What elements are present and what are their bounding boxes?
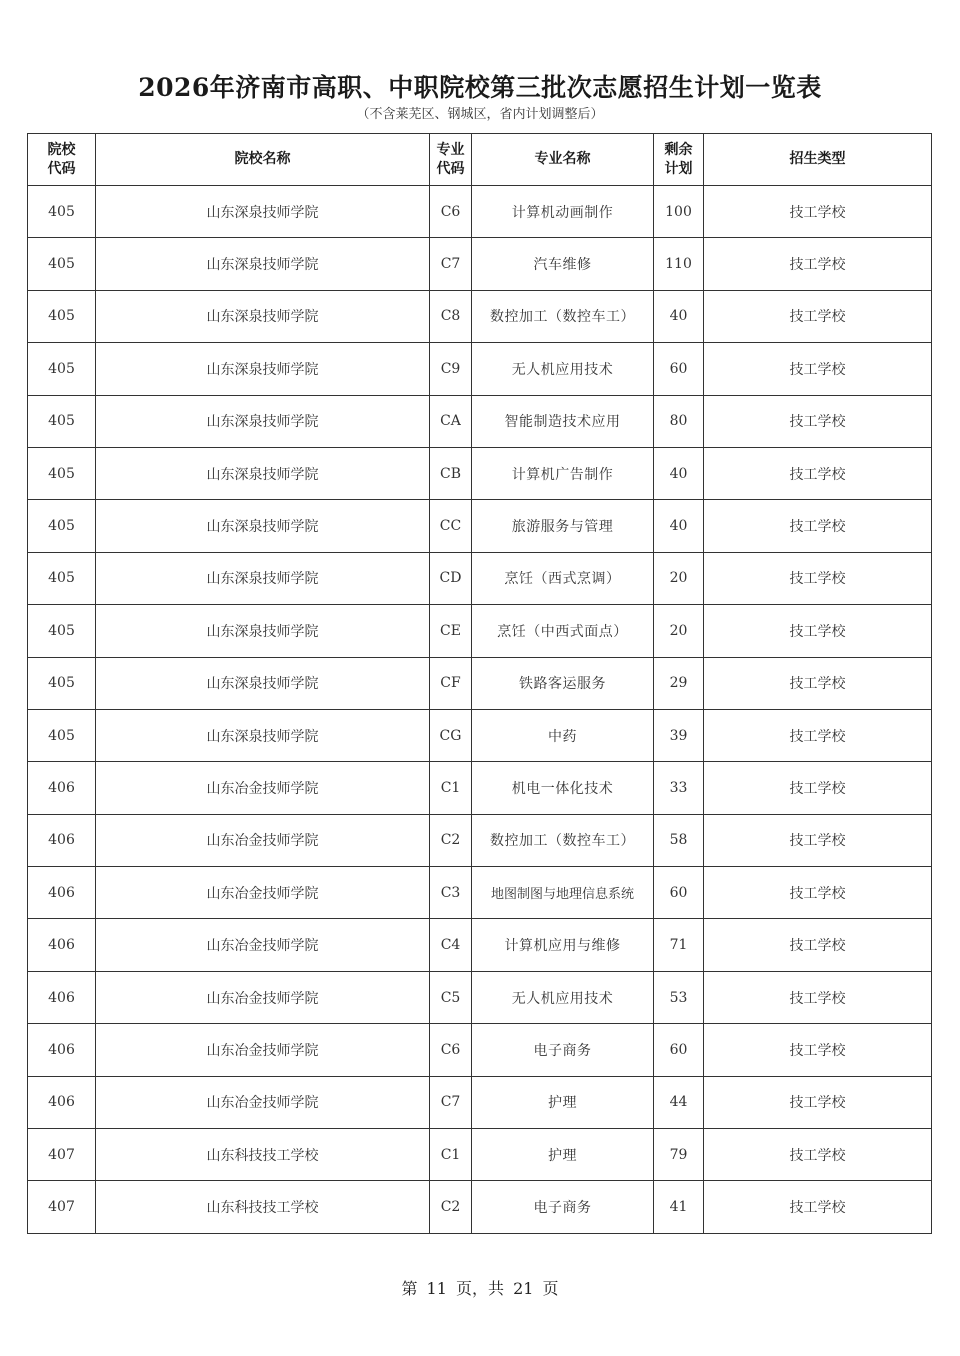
page-number-footer: 第 11 页，共 21 页	[401, 1279, 559, 1298]
cell-major-name: 无人机应用技术	[472, 971, 654, 1023]
table-row	[28, 657, 932, 709]
table-row	[28, 500, 932, 552]
cell-remaining: 58	[654, 814, 704, 866]
cell-school-name: 山东冶金技师学院	[96, 814, 430, 866]
cell-type: 技工学校	[704, 762, 932, 814]
cell-major-code: CD	[430, 552, 472, 604]
table-row	[28, 814, 932, 866]
table-row	[28, 447, 932, 499]
cell-major-name: 计算机应用与维修	[472, 919, 654, 971]
cell-school-name: 山东冶金技师学院	[96, 867, 430, 919]
table-row	[28, 1129, 932, 1181]
cell-type: 技工学校	[704, 971, 932, 1023]
header-major-name: 专业名称	[472, 134, 654, 186]
cell-major-code: C4	[430, 919, 472, 971]
cell-major-code: C3	[430, 867, 472, 919]
cell-major-name: 地图制图与地理信息系统	[472, 867, 654, 919]
cell-school-name: 山东冶金技师学院	[96, 919, 430, 971]
cell-major-code: C1	[430, 762, 472, 814]
table-row	[28, 552, 932, 604]
cell-school-code: 407	[28, 1129, 96, 1181]
cell-school-code: 406	[28, 867, 96, 919]
cell-remaining: 60	[654, 867, 704, 919]
cell-school-code: 405	[28, 343, 96, 395]
cell-remaining: 29	[654, 657, 704, 709]
cell-type: 技工学校	[704, 395, 932, 447]
cell-type: 技工学校	[704, 290, 932, 342]
cell-remaining: 40	[654, 500, 704, 552]
cell-type: 技工学校	[704, 500, 932, 552]
cell-school-name: 山东冶金技师学院	[96, 971, 430, 1023]
cell-major-name: 数控加工（数控车工）	[472, 290, 654, 342]
table-header-row	[28, 134, 932, 186]
cell-school-code: 405	[28, 709, 96, 761]
cell-school-name: 山东深泉技师学院	[96, 657, 430, 709]
header-major-code-line1: 专业	[436, 141, 465, 158]
cell-school-code: 405	[28, 395, 96, 447]
cell-type: 技工学校	[704, 919, 932, 971]
cell-school-code: 405	[28, 447, 96, 499]
cell-major-code: CG	[430, 709, 472, 761]
table-row	[28, 762, 932, 814]
document-title: 2026年济南市高职、中职院校第三批次志愿招生计划一览表	[138, 73, 822, 102]
cell-major-name: 计算机广告制作	[472, 447, 654, 499]
cell-school-code: 405	[28, 605, 96, 657]
cell-type: 技工学校	[704, 1024, 932, 1076]
document-subtitle: （不含莱芜区、钢城区，省内计划调整后）	[356, 107, 604, 122]
cell-type: 技工学校	[704, 343, 932, 395]
cell-type: 技工学校	[704, 1181, 932, 1233]
cell-school-code: 405	[28, 552, 96, 604]
header-remaining-plan-line2: 计划	[664, 160, 693, 177]
header-enroll-type: 招生类型	[704, 134, 932, 186]
cell-major-code: C5	[430, 971, 472, 1023]
cell-type: 技工学校	[704, 186, 932, 238]
cell-major-name: 汽车维修	[472, 238, 654, 290]
table-row	[28, 971, 932, 1023]
cell-major-name: 电子商务	[472, 1181, 654, 1233]
cell-remaining: 71	[654, 919, 704, 971]
header-remaining-plan-line1: 剩余	[664, 141, 693, 158]
cell-school-name: 山东深泉技师学院	[96, 290, 430, 342]
cell-type: 技工学校	[704, 238, 932, 290]
header-major-code	[430, 134, 472, 186]
cell-school-code: 406	[28, 1076, 96, 1128]
cell-school-name: 山东深泉技师学院	[96, 343, 430, 395]
table-row	[28, 186, 932, 238]
cell-major-code: C2	[430, 1181, 472, 1233]
cell-remaining: 20	[654, 552, 704, 604]
cell-school-name: 山东深泉技师学院	[96, 395, 430, 447]
cell-type: 技工学校	[704, 1129, 932, 1181]
cell-major-name: 无人机应用技术	[472, 343, 654, 395]
table-row	[28, 709, 932, 761]
cell-major-name: 护理	[472, 1076, 654, 1128]
cell-school-name: 山东深泉技师学院	[96, 186, 430, 238]
cell-major-name: 护理	[472, 1129, 654, 1181]
enrollment-plan-table	[27, 133, 932, 1234]
header-school-code-line2: 代码	[47, 160, 76, 177]
cell-major-name: 计算机动画制作	[472, 186, 654, 238]
cell-major-code: CF	[430, 657, 472, 709]
cell-remaining: 60	[654, 343, 704, 395]
table-row	[28, 238, 932, 290]
cell-major-code: C7	[430, 238, 472, 290]
cell-remaining: 60	[654, 1024, 704, 1076]
cell-school-name: 山东冶金技师学院	[96, 1024, 430, 1076]
cell-type: 技工学校	[704, 1076, 932, 1128]
cell-remaining: 53	[654, 971, 704, 1023]
table-row	[28, 1181, 932, 1233]
cell-school-code: 406	[28, 919, 96, 971]
cell-type: 技工学校	[704, 447, 932, 499]
header-school-code	[28, 134, 96, 186]
cell-remaining: 40	[654, 447, 704, 499]
header-school-name: 院校名称	[96, 134, 430, 186]
cell-remaining: 20	[654, 605, 704, 657]
cell-remaining: 41	[654, 1181, 704, 1233]
table-row	[28, 605, 932, 657]
table-row	[28, 290, 932, 342]
cell-school-code: 405	[28, 290, 96, 342]
cell-major-name: 电子商务	[472, 1024, 654, 1076]
cell-type: 技工学校	[704, 814, 932, 866]
cell-major-code: C2	[430, 814, 472, 866]
cell-major-code: CC	[430, 500, 472, 552]
cell-remaining: 40	[654, 290, 704, 342]
cell-major-code: C6	[430, 1024, 472, 1076]
table-row	[28, 395, 932, 447]
cell-school-name: 山东深泉技师学院	[96, 238, 430, 290]
cell-school-name: 山东深泉技师学院	[96, 605, 430, 657]
cell-school-code: 406	[28, 971, 96, 1023]
cell-major-code: C7	[430, 1076, 472, 1128]
cell-school-code: 405	[28, 186, 96, 238]
table-row	[28, 1024, 932, 1076]
cell-school-code: 407	[28, 1181, 96, 1233]
cell-type: 技工学校	[704, 605, 932, 657]
cell-major-code: CA	[430, 395, 472, 447]
cell-school-code: 405	[28, 657, 96, 709]
table-row	[28, 343, 932, 395]
cell-major-code: CE	[430, 605, 472, 657]
cell-major-code: C8	[430, 290, 472, 342]
cell-school-name: 山东深泉技师学院	[96, 552, 430, 604]
cell-school-code: 406	[28, 814, 96, 866]
cell-school-code: 405	[28, 500, 96, 552]
cell-major-name: 数控加工（数控车工）	[472, 814, 654, 866]
cell-major-name: 烹饪（中西式面点）	[472, 605, 654, 657]
cell-remaining: 33	[654, 762, 704, 814]
cell-school-name: 山东深泉技师学院	[96, 709, 430, 761]
cell-major-name: 中药	[472, 709, 654, 761]
table-row	[28, 1076, 932, 1128]
cell-school-code: 405	[28, 238, 96, 290]
cell-major-code: C1	[430, 1129, 472, 1181]
cell-school-code: 406	[28, 762, 96, 814]
cell-major-name: 智能制造技术应用	[472, 395, 654, 447]
cell-school-name: 山东深泉技师学院	[96, 500, 430, 552]
cell-remaining: 80	[654, 395, 704, 447]
cell-remaining: 44	[654, 1076, 704, 1128]
cell-type: 技工学校	[704, 657, 932, 709]
header-major-code-line2: 代码	[436, 160, 465, 177]
cell-remaining: 100	[654, 186, 704, 238]
cell-major-code: C9	[430, 343, 472, 395]
table-row	[28, 867, 932, 919]
header-remaining-plan	[654, 134, 704, 186]
cell-school-name: 山东科技技工学校	[96, 1181, 430, 1233]
cell-major-code: CB	[430, 447, 472, 499]
cell-school-name: 山东冶金技师学院	[96, 762, 430, 814]
cell-school-name: 山东冶金技师学院	[96, 1076, 430, 1128]
cell-major-name: 烹饪（西式烹调）	[472, 552, 654, 604]
table-row	[28, 919, 932, 971]
cell-school-code: 406	[28, 1024, 96, 1076]
header-school-code-line1: 院校	[47, 141, 76, 158]
cell-remaining: 39	[654, 709, 704, 761]
cell-major-name: 机电一体化技术	[472, 762, 654, 814]
cell-type: 技工学校	[704, 552, 932, 604]
cell-type: 技工学校	[704, 709, 932, 761]
cell-major-name: 铁路客运服务	[472, 657, 654, 709]
cell-remaining: 79	[654, 1129, 704, 1181]
cell-school-name: 山东科技技工学校	[96, 1129, 430, 1181]
cell-major-name: 旅游服务与管理	[472, 500, 654, 552]
cell-school-name: 山东深泉技师学院	[96, 447, 430, 499]
cell-major-code: C6	[430, 186, 472, 238]
cell-type: 技工学校	[704, 867, 932, 919]
cell-remaining: 110	[654, 238, 704, 290]
